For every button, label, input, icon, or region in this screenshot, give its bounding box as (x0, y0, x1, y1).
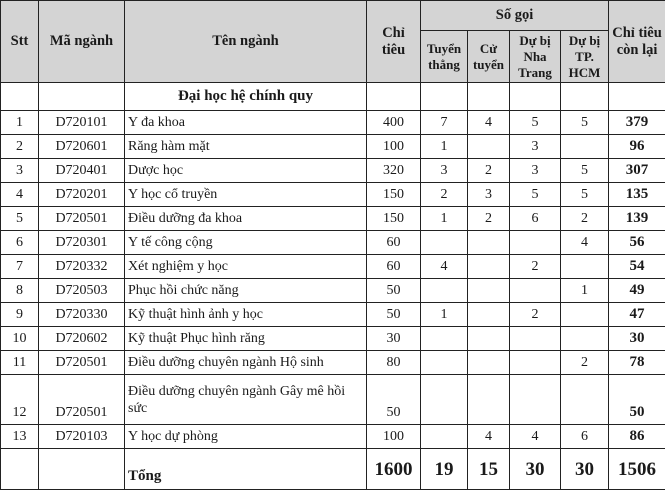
row-du-bi-nha-trang: 3 (510, 159, 561, 183)
row-du-bi-hcm (561, 327, 609, 351)
row-chi-tieu: 60 (367, 255, 421, 279)
total-con-lai: 1506 (609, 449, 665, 490)
row-con-lai: 50 (609, 375, 665, 425)
row-du-bi-hcm: 5 (561, 159, 609, 183)
row-du-bi-nha-trang (510, 351, 561, 375)
row-ma-nganh: D720503 (39, 279, 125, 303)
row-stt: 12 (1, 375, 39, 425)
row-tuyen-thang (421, 375, 468, 425)
row-tuyen-thang: 1 (421, 135, 468, 159)
header-chi-tieu: Chỉ tiêu (367, 1, 421, 83)
row-chi-tieu: 150 (367, 183, 421, 207)
row-cu-tuyen (468, 375, 510, 425)
row-con-lai: 379 (609, 111, 665, 135)
row-cu-tuyen: 2 (468, 159, 510, 183)
row-chi-tieu: 400 (367, 111, 421, 135)
row-tuyen-thang (421, 279, 468, 303)
row-tuyen-thang (421, 327, 468, 351)
table-row (1, 159, 665, 183)
row-chi-tieu: 50 (367, 303, 421, 327)
row-cu-tuyen (468, 231, 510, 255)
row-du-bi-nha-trang (510, 231, 561, 255)
row-con-lai: 54 (609, 255, 665, 279)
row-ten-nganh: Răng hàm mặt (125, 135, 367, 159)
row-ten-nganh: Dược học (125, 159, 367, 183)
header-tuyen-thang: Tuyển thẳng (421, 31, 468, 83)
row-cu-tuyen (468, 303, 510, 327)
row-cu-tuyen: 3 (468, 183, 510, 207)
row-tuyen-thang: 7 (421, 111, 468, 135)
row-du-bi-nha-trang: 6 (510, 207, 561, 231)
header-so-goi: Số gọi (421, 1, 609, 31)
row-chi-tieu: 50 (367, 375, 421, 425)
row-ma-nganh: D720501 (39, 207, 125, 231)
section-title: Đại học hệ chính quy (125, 83, 367, 111)
row-ma-nganh: D720301 (39, 231, 125, 255)
header-du-bi-nha-trang: Dự bị Nha Trang (510, 31, 561, 83)
row-ma-nganh: D720602 (39, 327, 125, 351)
row-con-lai: 49 (609, 279, 665, 303)
table-row (1, 255, 665, 279)
row-chi-tieu: 150 (367, 207, 421, 231)
table-row (1, 425, 665, 449)
row-con-lai: 56 (609, 231, 665, 255)
row-du-bi-hcm: 5 (561, 183, 609, 207)
total-tuyen-thang: 19 (421, 449, 468, 490)
row-stt: 10 (1, 327, 39, 351)
row-ten-nganh: Y tế công cộng (125, 231, 367, 255)
row-ten-nganh: Phục hồi chức năng (125, 279, 367, 303)
row-cu-tuyen (468, 327, 510, 351)
row-ma-nganh: D720501 (39, 351, 125, 375)
table-row (1, 183, 665, 207)
row-stt: 1 (1, 111, 39, 135)
row-ten-nganh: Y học dự phòng (125, 425, 367, 449)
row-chi-tieu: 80 (367, 351, 421, 375)
row-ten-nganh: Điều dưỡng đa khoa (125, 207, 367, 231)
row-ten-nganh: Kỹ thuật hình ảnh y học (125, 303, 367, 327)
row-ma-nganh: D720601 (39, 135, 125, 159)
table-row (1, 375, 665, 425)
table-row (1, 207, 665, 231)
table-row (1, 279, 665, 303)
row-tuyen-thang: 3 (421, 159, 468, 183)
total-label: Tổng (125, 449, 367, 490)
row-tuyen-thang: 2 (421, 183, 468, 207)
row-du-bi-nha-trang (510, 327, 561, 351)
header-ten-nganh: Tên ngành (125, 1, 367, 83)
row-ma-nganh: D720332 (39, 255, 125, 279)
row-du-bi-nha-trang: 3 (510, 135, 561, 159)
row-tuyen-thang (421, 425, 468, 449)
row-chi-tieu: 320 (367, 159, 421, 183)
row-du-bi-hcm: 2 (561, 207, 609, 231)
row-cu-tuyen: 4 (468, 425, 510, 449)
row-tuyen-thang: 4 (421, 255, 468, 279)
total-row (1, 449, 665, 490)
row-cu-tuyen (468, 135, 510, 159)
row-du-bi-nha-trang (510, 375, 561, 425)
row-cu-tuyen: 4 (468, 111, 510, 135)
table-row (1, 351, 665, 375)
row-du-bi-hcm: 2 (561, 351, 609, 375)
row-con-lai: 30 (609, 327, 665, 351)
row-chi-tieu: 60 (367, 231, 421, 255)
table-row (1, 231, 665, 255)
row-du-bi-nha-trang: 2 (510, 255, 561, 279)
row-du-bi-hcm: 1 (561, 279, 609, 303)
row-con-lai: 86 (609, 425, 665, 449)
row-stt: 13 (1, 425, 39, 449)
row-du-bi-hcm (561, 135, 609, 159)
row-stt: 3 (1, 159, 39, 183)
row-con-lai: 135 (609, 183, 665, 207)
row-du-bi-hcm (561, 375, 609, 425)
row-stt: 5 (1, 207, 39, 231)
row-ten-nganh: Xét nghiệm y học (125, 255, 367, 279)
row-chi-tieu: 100 (367, 135, 421, 159)
row-tuyen-thang: 1 (421, 303, 468, 327)
header-ma-nganh: Mã ngành (39, 1, 125, 83)
row-stt: 6 (1, 231, 39, 255)
row-con-lai: 96 (609, 135, 665, 159)
row-ten-nganh: Kỹ thuật Phục hình răng (125, 327, 367, 351)
row-stt: 11 (1, 351, 39, 375)
row-tuyen-thang (421, 231, 468, 255)
header-stt: Stt (1, 1, 39, 83)
row-du-bi-hcm (561, 303, 609, 327)
row-du-bi-hcm: 5 (561, 111, 609, 135)
row-stt: 4 (1, 183, 39, 207)
row-ma-nganh: D720103 (39, 425, 125, 449)
row-tuyen-thang: 1 (421, 207, 468, 231)
row-tuyen-thang (421, 351, 468, 375)
row-stt: 2 (1, 135, 39, 159)
row-du-bi-hcm (561, 255, 609, 279)
header-cu-tuyen: Cử tuyển (468, 31, 510, 83)
row-con-lai: 47 (609, 303, 665, 327)
row-du-bi-hcm: 6 (561, 425, 609, 449)
row-ma-nganh: D720101 (39, 111, 125, 135)
row-ma-nganh: D720401 (39, 159, 125, 183)
total-du-bi-nha-trang: 30 (510, 449, 561, 490)
row-ma-nganh: D720501 (39, 375, 125, 425)
row-ten-nganh: Điều dưỡng chuyên ngành Gây mê hồi sức (125, 375, 367, 425)
table-row (1, 111, 665, 135)
table-row (1, 135, 665, 159)
row-cu-tuyen (468, 279, 510, 303)
row-du-bi-nha-trang: 5 (510, 111, 561, 135)
row-ten-nganh: Y đa khoa (125, 111, 367, 135)
total-chi-tieu: 1600 (367, 449, 421, 490)
row-stt: 7 (1, 255, 39, 279)
row-chi-tieu: 100 (367, 425, 421, 449)
table-row (1, 327, 665, 351)
row-ma-nganh: D720330 (39, 303, 125, 327)
row-cu-tuyen (468, 255, 510, 279)
header-chi-tieu-con-lai: Chỉ tiêu còn lại (609, 1, 665, 83)
section-row (1, 83, 665, 111)
row-ten-nganh: Điều dưỡng chuyên ngành Hộ sinh (125, 351, 367, 375)
row-du-bi-nha-trang (510, 279, 561, 303)
row-stt: 8 (1, 279, 39, 303)
row-ma-nganh: D720201 (39, 183, 125, 207)
row-con-lai: 139 (609, 207, 665, 231)
total-du-bi-hcm: 30 (561, 449, 609, 490)
row-con-lai: 307 (609, 159, 665, 183)
row-chi-tieu: 30 (367, 327, 421, 351)
row-du-bi-nha-trang: 2 (510, 303, 561, 327)
row-chi-tieu: 50 (367, 279, 421, 303)
row-ten-nganh: Y học cổ truyền (125, 183, 367, 207)
row-con-lai: 78 (609, 351, 665, 375)
table-row (1, 303, 665, 327)
row-cu-tuyen (468, 351, 510, 375)
row-du-bi-nha-trang: 5 (510, 183, 561, 207)
row-du-bi-hcm: 4 (561, 231, 609, 255)
row-stt: 9 (1, 303, 39, 327)
total-cu-tuyen: 15 (468, 449, 510, 490)
row-cu-tuyen: 2 (468, 207, 510, 231)
header-du-bi-hcm: Dự bị TP. HCM (561, 31, 609, 83)
row-du-bi-nha-trang: 4 (510, 425, 561, 449)
